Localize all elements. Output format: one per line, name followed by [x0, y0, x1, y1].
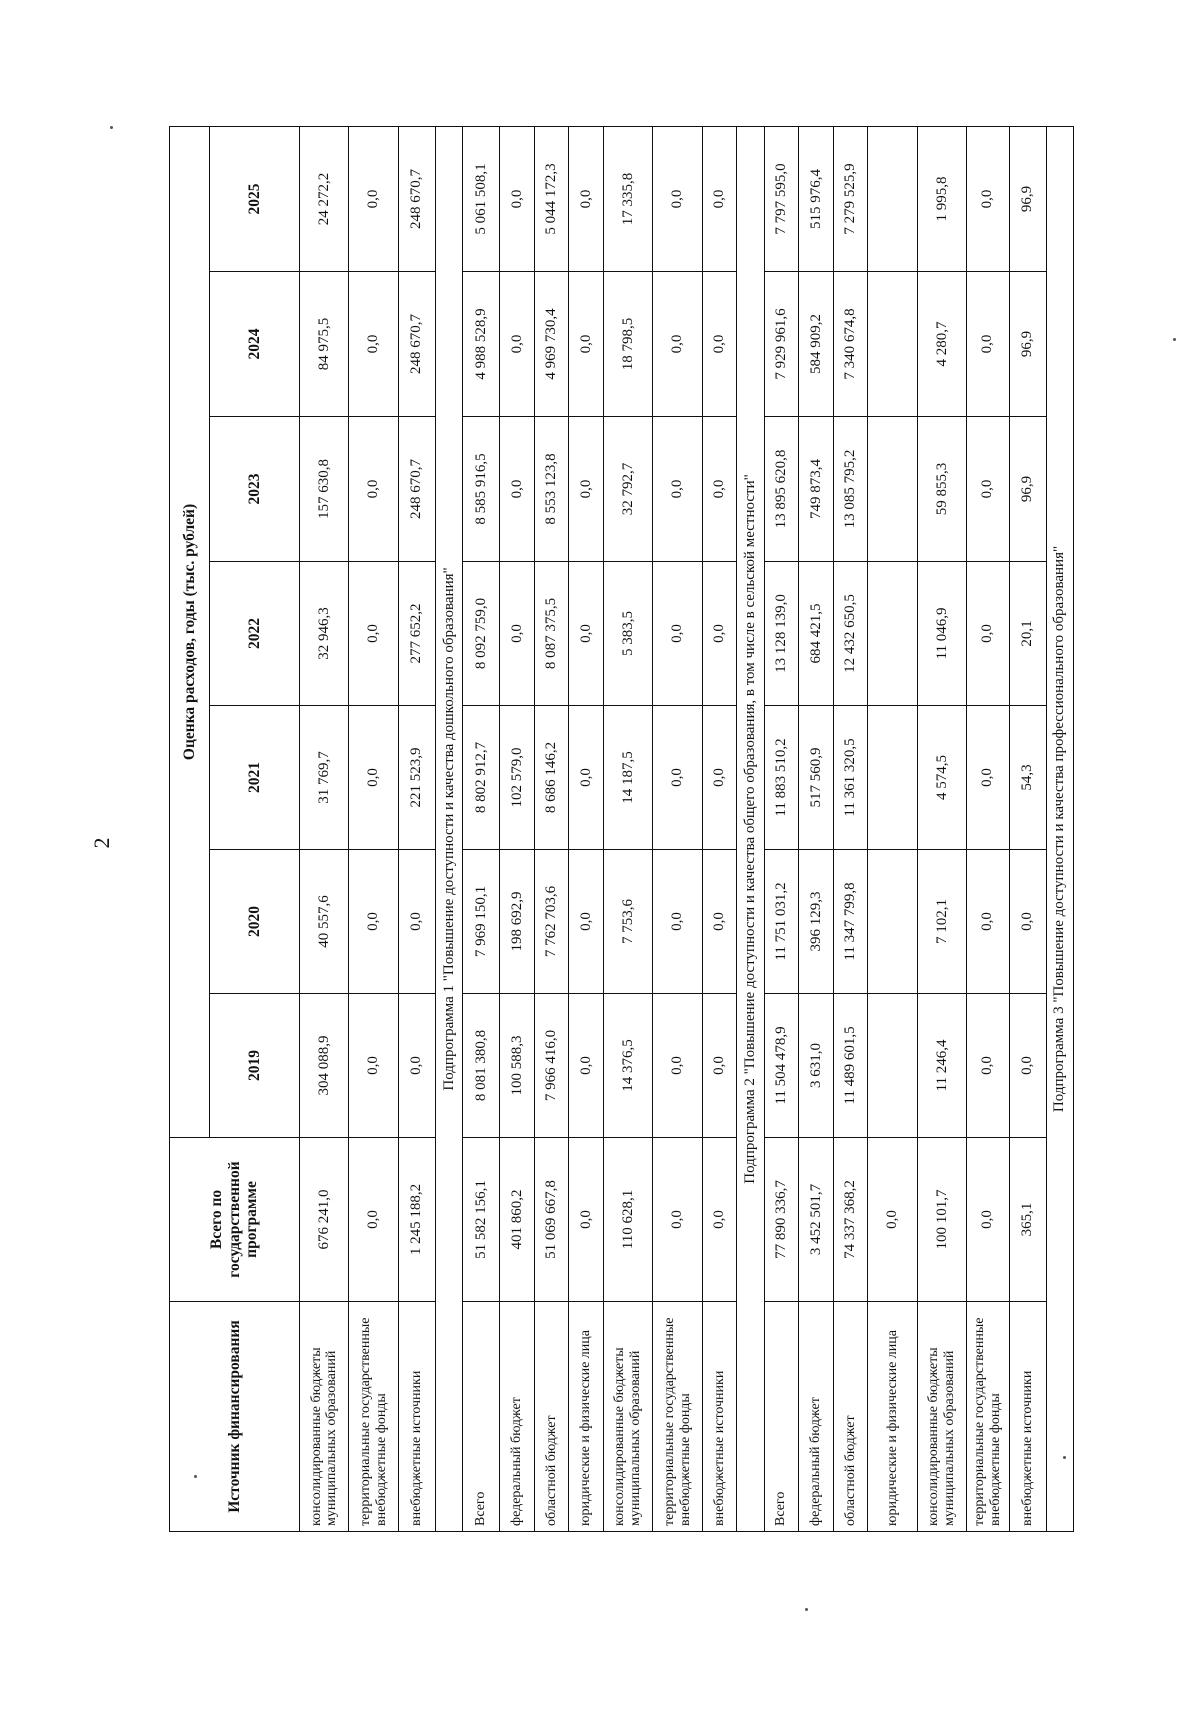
table-row	[967, 126, 1009, 1531]
header-year: 2024	[210, 272, 300, 417]
total-cell: 1 245 188,2	[398, 1138, 435, 1302]
budget-table	[169, 126, 1074, 1532]
year-value-cell: 11 361 320,5	[833, 706, 868, 850]
row-source-label: консолидированные бюджеты муниципальных образований	[603, 1302, 652, 1532]
year-value-cell	[868, 417, 917, 562]
scan-speck	[1063, 1456, 1066, 1459]
year-value-cell: 0,0	[653, 126, 702, 271]
table-row	[349, 126, 398, 1531]
year-value-cell: 8 585 916,5	[463, 417, 500, 562]
year-value-cell: 14 187,5	[603, 706, 652, 850]
year-value-cell: 54,3	[1009, 706, 1046, 850]
year-value-cell: 0,0	[702, 417, 737, 562]
row-source-label: юридические и физические лица	[868, 1302, 917, 1532]
year-value-cell: 277 652,2	[398, 562, 435, 706]
year-value-cell: 7 797 595,0	[764, 126, 799, 271]
table-row	[653, 126, 702, 1531]
table-row	[463, 126, 500, 1531]
year-value-cell: 0,0	[967, 417, 1009, 562]
year-value-cell: 102 579,0	[500, 706, 535, 850]
year-value-cell: 0,0	[1009, 994, 1046, 1138]
total-cell: 74 337 368,2	[833, 1138, 868, 1302]
total-cell: 77 890 336,7	[764, 1138, 799, 1302]
table-row	[500, 126, 535, 1531]
total-cell: 0,0	[349, 1138, 398, 1302]
total-cell: 3 452 501,7	[799, 1138, 834, 1302]
year-value-cell: 0,0	[653, 994, 702, 1138]
year-value-cell: 31 769,7	[300, 706, 349, 850]
table-row	[799, 126, 834, 1531]
total-cell: 365,1	[1009, 1138, 1046, 1302]
year-value-cell: 684 421,5	[799, 562, 834, 706]
row-source-label: федеральный бюджет	[500, 1302, 535, 1532]
year-value-cell: 40 557,6	[300, 850, 349, 994]
year-value-cell: 7 966 416,0	[534, 994, 569, 1138]
header-total: Всего по государственной программе	[170, 1138, 300, 1302]
year-value-cell: 248 670,7	[398, 417, 435, 562]
year-value-cell: 32 792,7	[603, 417, 652, 562]
year-value-cell: 11 751 031,2	[764, 850, 799, 994]
year-value-cell: 8 087 375,5	[534, 562, 569, 706]
total-cell: 51 582 156,1	[463, 1138, 500, 1302]
header-year: 2022	[210, 562, 300, 706]
year-value-cell: 0,0	[349, 272, 398, 417]
table-body	[300, 126, 1074, 1531]
scan-speck	[110, 126, 113, 129]
row-source-label: Всего	[764, 1302, 799, 1532]
year-value-cell: 198 692,9	[500, 850, 535, 994]
year-value-cell: 0,0	[349, 850, 398, 994]
year-value-cell: 7 102,1	[917, 850, 966, 994]
year-value-cell: 17 335,8	[603, 126, 652, 271]
year-value-cell: 0,0	[349, 126, 398, 271]
subprogram-row	[737, 126, 764, 1531]
year-value-cell: 0,0	[569, 126, 604, 271]
year-value-cell: 0,0	[500, 272, 535, 417]
year-value-cell: 0,0	[967, 994, 1009, 1138]
year-value-cell: 8 553 123,8	[534, 417, 569, 562]
year-value-cell: 59 855,3	[917, 417, 966, 562]
year-value-cell: 20,1	[1009, 562, 1046, 706]
year-value-cell: 1 995,8	[917, 126, 966, 271]
year-value-cell: 11 489 601,5	[833, 994, 868, 1138]
row-source-label: территориальные государственные внебюджетные фонды	[653, 1302, 702, 1532]
year-value-cell: 12 432 650,5	[833, 562, 868, 706]
year-value-cell: 8 092 759,0	[463, 562, 500, 706]
year-value-cell: 0,0	[702, 706, 737, 850]
year-value-cell: 0,0	[653, 706, 702, 850]
year-value-cell: 8 802 912,7	[463, 706, 500, 850]
subprogram-row	[1046, 126, 1073, 1531]
year-value-cell: 84 975,5	[300, 272, 349, 417]
row-source-label: Всего	[463, 1302, 500, 1532]
table-row	[702, 126, 737, 1531]
year-value-cell: 0,0	[653, 562, 702, 706]
year-value-cell: 96,9	[1009, 417, 1046, 562]
total-cell: 0,0	[967, 1138, 1009, 1302]
scan-speck	[1173, 338, 1176, 341]
rotated-table-container	[169, 127, 1074, 1532]
table-row	[603, 126, 652, 1531]
year-value-cell: 0,0	[967, 562, 1009, 706]
year-value-cell: 7 279 525,9	[833, 126, 868, 271]
table-row	[569, 126, 604, 1531]
year-value-cell: 584 909,2	[799, 272, 834, 417]
year-value-cell: 11 347 799,8	[833, 850, 868, 994]
total-cell: 110 628,1	[603, 1138, 652, 1302]
year-value-cell: 5 044 172,3	[534, 126, 569, 271]
year-value-cell: 4 280,7	[917, 272, 966, 417]
row-source-label: территориальные государственные внебюджетные фонды	[349, 1302, 398, 1532]
year-value-cell: 13 085 795,2	[833, 417, 868, 562]
year-value-cell: 0,0	[349, 562, 398, 706]
year-value-cell: 0,0	[653, 272, 702, 417]
year-value-cell: 0,0	[967, 706, 1009, 850]
year-value-cell: 14 376,5	[603, 994, 652, 1138]
year-value-cell: 13 895 620,8	[764, 417, 799, 562]
year-value-cell: 515 976,4	[799, 126, 834, 271]
year-value-cell: 0,0	[500, 562, 535, 706]
table-row	[764, 126, 799, 1531]
year-value-cell: 0,0	[398, 994, 435, 1138]
total-cell: 51 069 667,8	[534, 1138, 569, 1302]
subprogram-title: Подпрограмма 3 "Повышение доступности и качества профессионального образования"	[1046, 126, 1073, 1531]
year-value-cell: 0,0	[967, 850, 1009, 994]
year-value-cell: 0,0	[653, 850, 702, 994]
total-cell: 0,0	[569, 1138, 604, 1302]
table-row	[398, 126, 435, 1531]
year-value-cell: 11 046,9	[917, 562, 966, 706]
year-value-cell: 0,0	[967, 126, 1009, 271]
year-value-cell: 0,0	[1009, 850, 1046, 994]
year-value-cell: 7 969 150,1	[463, 850, 500, 994]
row-source-label: внебюджетные источники	[1009, 1302, 1046, 1532]
year-value-cell: 24 272,2	[300, 126, 349, 271]
year-value-cell: 0,0	[349, 994, 398, 1138]
year-value-cell: 3 631,0	[799, 994, 834, 1138]
year-value-cell	[868, 706, 917, 850]
row-source-label: областной бюджет	[534, 1302, 569, 1532]
year-value-cell: 5 061 508,1	[463, 126, 500, 271]
year-value-cell: 96,9	[1009, 272, 1046, 417]
year-value-cell: 4 988 528,9	[463, 272, 500, 417]
year-value-cell	[868, 562, 917, 706]
year-value-cell: 7 753,6	[603, 850, 652, 994]
header-year: 2019	[210, 994, 300, 1138]
year-value-cell: 0,0	[398, 850, 435, 994]
total-cell: 100 101,7	[917, 1138, 966, 1302]
year-value-cell: 0,0	[569, 272, 604, 417]
year-value-cell: 8 081 380,8	[463, 994, 500, 1138]
table-row	[917, 126, 966, 1531]
year-value-cell	[868, 850, 917, 994]
total-cell: 401 860,2	[500, 1138, 535, 1302]
year-value-cell: 0,0	[349, 417, 398, 562]
year-value-cell: 11 504 478,9	[764, 994, 799, 1138]
year-value-cell: 0,0	[569, 994, 604, 1138]
year-value-cell: 96,9	[1009, 126, 1046, 271]
year-value-cell: 0,0	[500, 126, 535, 271]
row-source-label: федеральный бюджет	[799, 1302, 834, 1532]
year-value-cell	[868, 272, 917, 417]
year-value-cell: 0,0	[967, 272, 1009, 417]
year-value-cell: 32 946,3	[300, 562, 349, 706]
row-source-label: внебюджетные источники	[398, 1302, 435, 1532]
row-source-label: внебюджетные источники	[702, 1302, 737, 1532]
header-source: Источник финансирования	[170, 1302, 300, 1532]
table-row	[1009, 126, 1046, 1531]
year-value-cell: 4 969 730,4	[534, 272, 569, 417]
year-value-cell: 0,0	[702, 562, 737, 706]
year-value-cell: 4 574,5	[917, 706, 966, 850]
row-source-label: консолидированные бюджеты муниципальных образований	[917, 1302, 966, 1532]
year-value-cell: 248 670,7	[398, 272, 435, 417]
year-value-cell: 7 929 961,6	[764, 272, 799, 417]
year-value-cell: 11 883 510,2	[764, 706, 799, 850]
year-value-cell: 100 588,3	[500, 994, 535, 1138]
header-year: 2021	[210, 706, 300, 850]
header-year: 2020	[210, 850, 300, 994]
year-value-cell: 221 523,9	[398, 706, 435, 850]
year-value-cell: 18 798,5	[603, 272, 652, 417]
year-value-cell: 0,0	[569, 562, 604, 706]
header-estimate: Оценка расходов, годы (тыс. рублей)	[170, 126, 210, 1137]
year-value-cell: 11 246,4	[917, 994, 966, 1138]
year-value-cell: 0,0	[500, 417, 535, 562]
table-row	[534, 126, 569, 1531]
subprogram-title: Подпрограмма 2 "Повышение доступности и качества общего образования, в том числе в сельской местности"	[737, 126, 764, 1531]
total-cell: 0,0	[653, 1138, 702, 1302]
year-value-cell: 0,0	[569, 417, 604, 562]
year-value-cell: 157 630,8	[300, 417, 349, 562]
year-value-cell: 248 670,7	[398, 126, 435, 271]
row-source-label: областной бюджет	[833, 1302, 868, 1532]
year-value-cell	[868, 126, 917, 271]
table-row	[833, 126, 868, 1531]
subprogram-title: Подпрограмма 1 "Повышение доступности и качества дошкольного образования"	[435, 126, 462, 1531]
year-value-cell: 7 762 703,6	[534, 850, 569, 994]
table-row	[868, 126, 917, 1531]
row-source-label: территориальные государственные внебюджетные фонды	[967, 1302, 1009, 1532]
page-number: 2	[89, 837, 114, 849]
subprogram-row	[435, 126, 462, 1531]
year-value-cell: 0,0	[349, 706, 398, 850]
table-row	[300, 126, 349, 1531]
total-cell: 676 241,0	[300, 1138, 349, 1302]
year-value-cell: 0,0	[702, 994, 737, 1138]
total-cell: 0,0	[702, 1138, 737, 1302]
year-value-cell: 0,0	[653, 417, 702, 562]
header-row-top	[170, 126, 210, 1531]
year-value-cell: 749 873,4	[799, 417, 834, 562]
year-value-cell: 0,0	[702, 850, 737, 994]
header-year: 2023	[210, 417, 300, 562]
header-year: 2025	[210, 126, 300, 271]
year-value-cell: 13 128 139,0	[764, 562, 799, 706]
year-value-cell: 0,0	[569, 706, 604, 850]
year-value-cell: 304 088,9	[300, 994, 349, 1138]
year-value-cell: 0,0	[569, 850, 604, 994]
year-value-cell: 0,0	[702, 272, 737, 417]
year-value-cell: 8 686 146,2	[534, 706, 569, 850]
year-value-cell: 5 383,5	[603, 562, 652, 706]
year-value-cell	[868, 994, 917, 1138]
year-value-cell: 517 560,9	[799, 706, 834, 850]
year-value-cell: 7 340 674,8	[833, 272, 868, 417]
year-value-cell: 0,0	[702, 126, 737, 271]
year-value-cell: 396 129,3	[799, 850, 834, 994]
row-source-label: юридические и физические лица	[569, 1302, 604, 1532]
total-cell: 0,0	[868, 1138, 917, 1302]
scan-speck	[194, 1475, 197, 1478]
scan-speck	[805, 1608, 808, 1611]
row-source-label: консолидированные бюджеты муниципальных образований	[300, 1302, 349, 1532]
